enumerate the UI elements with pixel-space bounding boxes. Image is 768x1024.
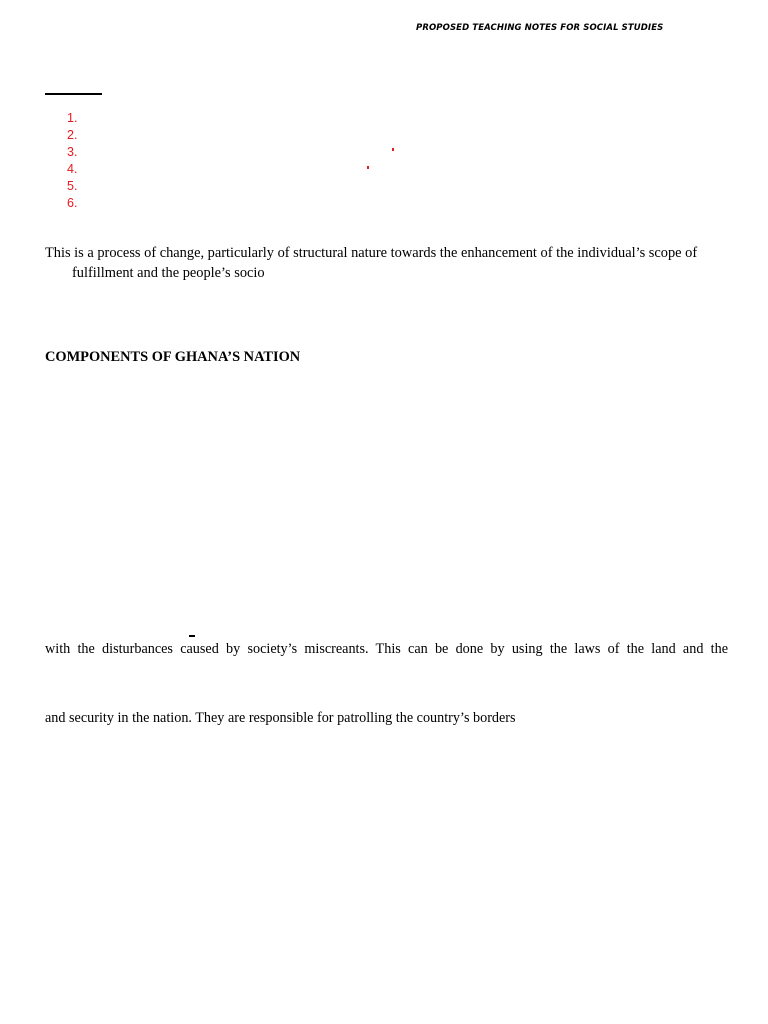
body-fragment: with the disturbances caused by society’s miscreants. This can be done by using the laws of the land and the (45, 641, 728, 657)
list-item: 1. (67, 111, 78, 125)
title-underline (45, 93, 102, 95)
list-item: 4. (67, 162, 78, 176)
red-comma-mark (392, 148, 394, 151)
definition-line: fulfillment and the people’s socio (72, 265, 265, 281)
list-item: 6. (67, 196, 78, 210)
stray-dash-mark (189, 635, 195, 637)
definition-paragraph (45, 243, 729, 283)
definition-line: This is a process of change, particularly of structural nature towards the enhancement of the individual’s scope of (45, 245, 698, 261)
list-item: 3. (67, 145, 78, 159)
red-comma-mark (367, 166, 369, 169)
body-fragment: and security in the nation. They are responsible for patrolling the country’s borders (45, 710, 516, 726)
numbered-list (67, 110, 77, 212)
section-heading: COMPONENTS OF GHANA’S NATION (45, 349, 301, 365)
list-item: 5. (67, 179, 78, 193)
list-item: 2. (67, 128, 78, 142)
running-header: PROPOSED TEACHING NOTES FOR SOCIAL STUDIES (416, 23, 664, 33)
